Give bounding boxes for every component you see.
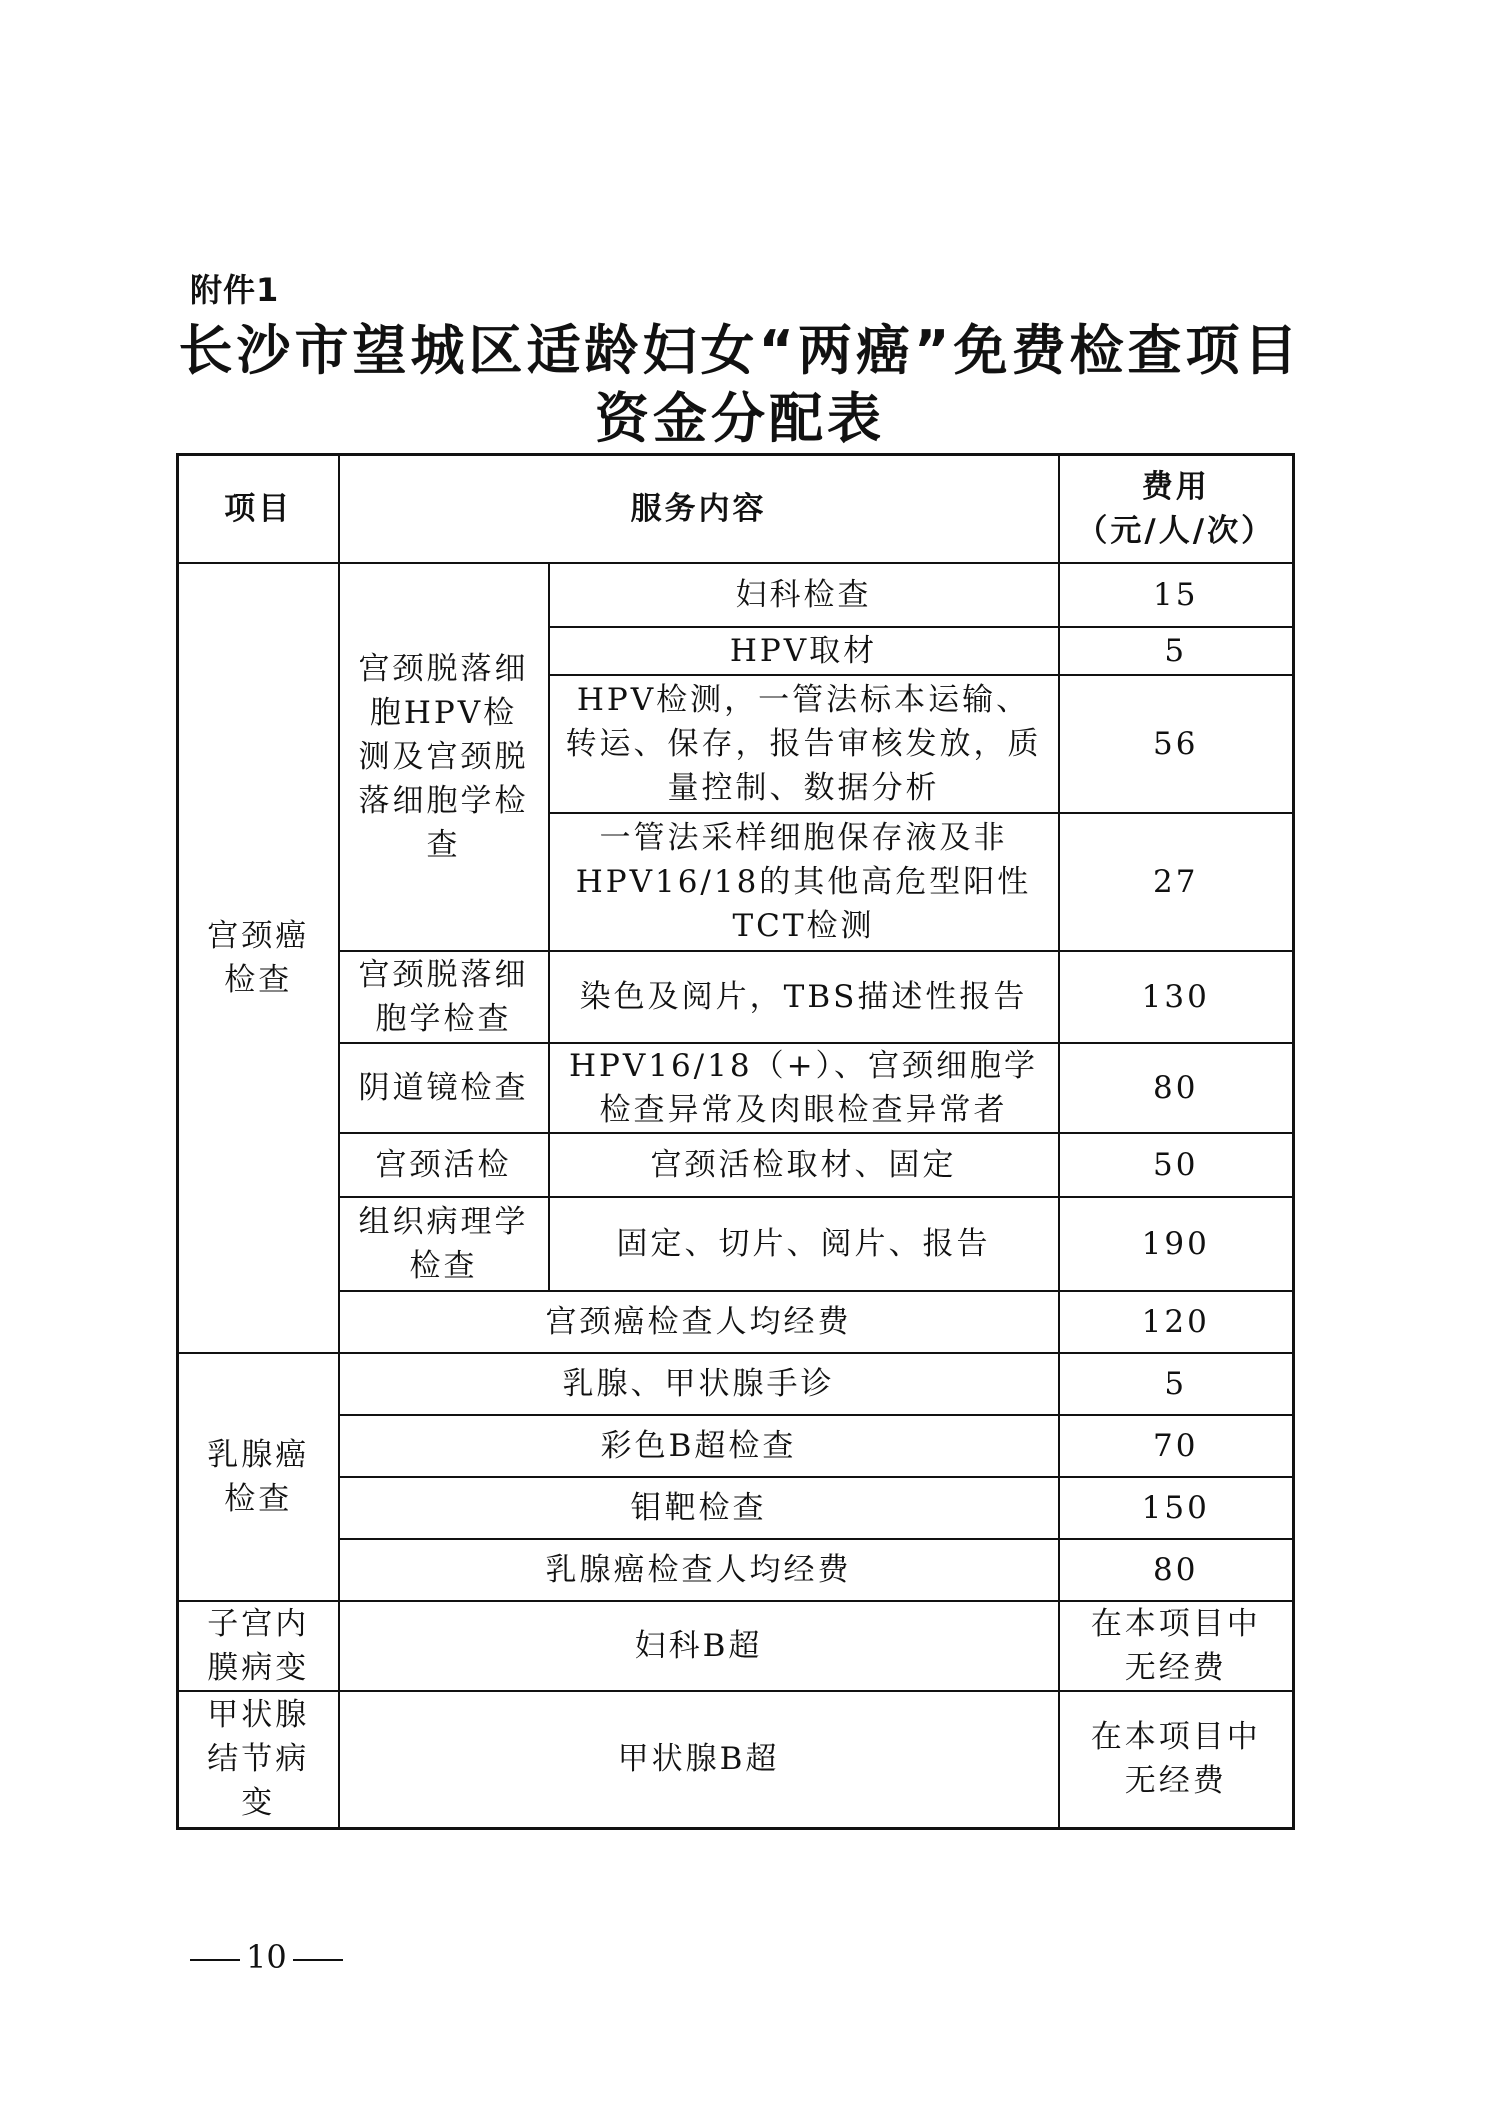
table-row [178,1477,1294,1539]
breast-category: 乳腺癌检查 [178,1353,339,1601]
average-cost-label: 乳腺癌检查人均经费 [339,1539,1059,1601]
header-fee-line1: 费用 [1141,468,1210,505]
attachment-label: 附件1 [190,271,280,309]
table-row [178,1415,1294,1477]
fee-value: 27 [1059,813,1294,951]
table-row [178,1133,1294,1197]
fee-value: 70 [1059,1415,1294,1477]
fee-value: 56 [1059,675,1294,813]
fee-value: 在本项目中无经费 [1059,1691,1294,1829]
fee-value: 80 [1059,1539,1294,1601]
service-content: 乳腺、甲状腺手诊 [339,1353,1059,1415]
service-content: 妇科B超 [339,1601,1059,1691]
fee-value: 15 [1059,563,1294,627]
table-header-row [178,455,1294,563]
page-footer [190,1938,343,1976]
service-content: 甲状腺B超 [339,1691,1059,1829]
header-item: 项目 [178,455,339,563]
fee-value: 5 [1059,627,1294,675]
service-content: 染色及阅片，TBS描述性报告 [549,951,1059,1043]
fee-value: 130 [1059,951,1294,1043]
thyroid-category: 甲状腺结节病变 [178,1691,339,1829]
hpv-group-cell: 宫颈脱落细胞HPV检测及宫颈脱落细胞学检查 [339,563,549,951]
header-fee-line2: （元/人/次） [1076,512,1276,549]
service-content: HPV检测，一管法标本运输、转运、保存，报告审核发放，质量控制、数据分析 [549,675,1059,813]
table-row [178,1291,1294,1353]
fee-value: 5 [1059,1353,1294,1415]
fee-value: 50 [1059,1133,1294,1197]
table-row [178,1353,1294,1415]
sub-item-name: 宫颈脱落细胞学检查 [339,951,549,1043]
service-content: HPV取材 [549,627,1059,675]
footer-dash-right [293,1959,343,1961]
cervical-category: 宫颈癌检查 [178,563,339,1353]
footer-dash-left [190,1959,240,1961]
table-row [178,1539,1294,1601]
sub-item-name: 阴道镜检查 [339,1043,549,1133]
average-cost-label: 宫颈癌检查人均经费 [339,1291,1059,1353]
document-title-line2: 资金分配表 [595,387,885,450]
table-row [178,1043,1294,1133]
table-row [178,1601,1294,1691]
sub-item-name: 组织病理学检查 [339,1197,549,1291]
document-title: 长沙市望城区适龄妇女“两癌”免费检查项目 [178,319,1302,382]
service-content: 宫颈活检取材、固定 [549,1133,1059,1197]
sub-item-name: 宫颈活检 [339,1133,549,1197]
endometrium-category: 子宫内膜病变 [178,1601,339,1691]
service-content: 固定、切片、阅片、报告 [549,1197,1059,1291]
header-fee [1059,455,1294,563]
table-row [178,951,1294,1043]
service-content: 钼靶检查 [339,1477,1059,1539]
page-number: 10 [246,1938,287,1976]
fee-value: 150 [1059,1477,1294,1539]
service-content: 妇科检查 [549,563,1059,627]
table-row [178,1691,1294,1829]
header-service: 服务内容 [339,455,1059,563]
fee-value: 在本项目中无经费 [1059,1601,1294,1691]
fee-value: 80 [1059,1043,1294,1133]
service-content: 彩色B超检查 [339,1415,1059,1477]
table-row [178,1197,1294,1291]
table-row [178,563,1294,627]
fee-value: 190 [1059,1197,1294,1291]
fund-allocation-table [176,453,1295,1830]
service-content: 一管法采样细胞保存液及非HPV16/18的其他高危型阳性TCT检测 [549,813,1059,951]
service-content: HPV16/18（+）、宫颈细胞学检查异常及肉眼检查异常者 [549,1043,1059,1133]
fee-value: 120 [1059,1291,1294,1353]
